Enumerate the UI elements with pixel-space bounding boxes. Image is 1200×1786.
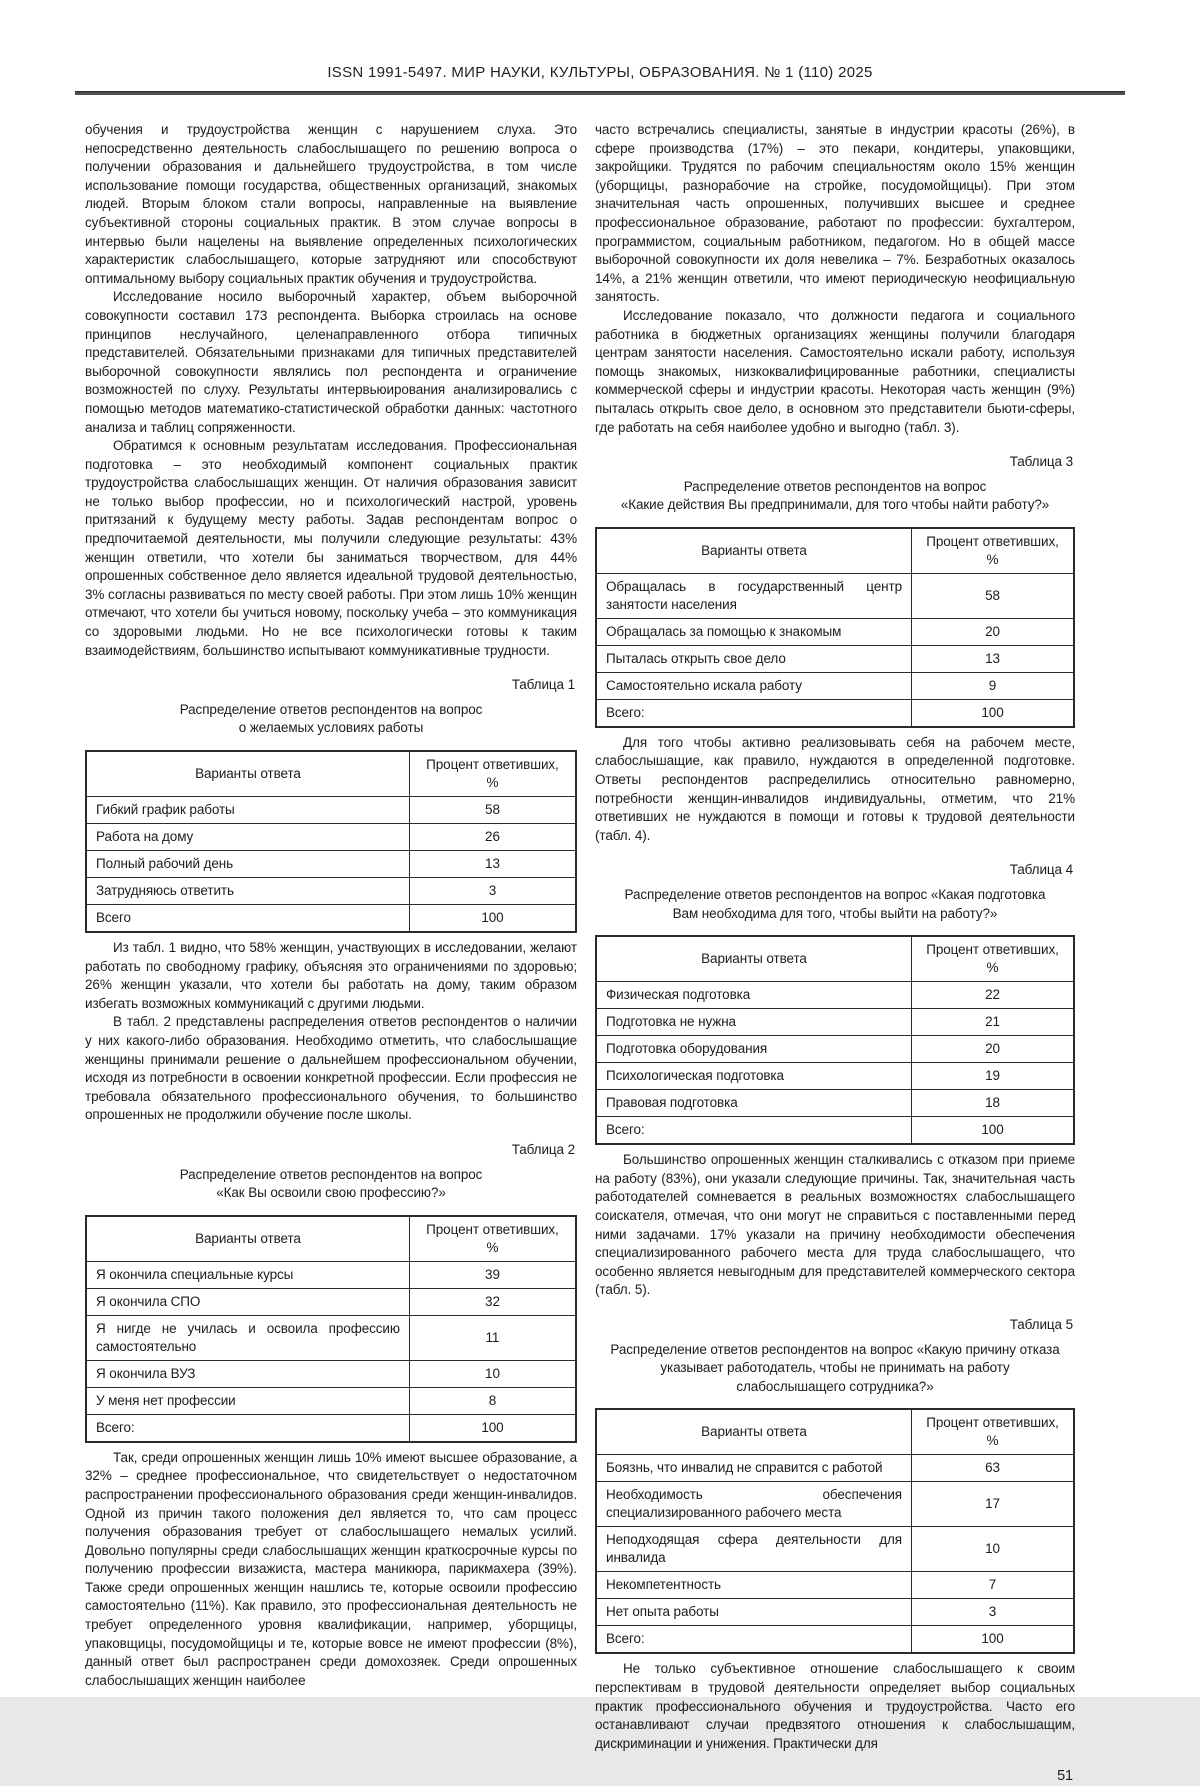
answer-option-cell: Пыталась открыть свое дело: [596, 645, 911, 672]
paragraph: Из табл. 1 видно, что 58% женщин, участвующих в исследовании, желают работать по свободному графику, объясняя это ограничениями по здоровью; 26% женщин указали, что хотели бы работать на дому, таким образом избегать возможных коммуникаций с другими людьми.: [85, 940, 577, 1011]
column-header-variants: Варианты ответа: [86, 751, 409, 797]
table-3-body: [596, 573, 1074, 727]
table-header-row: [86, 751, 576, 797]
answer-option-cell: Я нигде не училась и освоила профессию самостоятельно: [86, 1315, 409, 1360]
table-row: [596, 1599, 1074, 1626]
table-header-row: [596, 936, 1074, 982]
percent-cell: 3: [911, 1599, 1074, 1626]
percent-cell: 10: [911, 1527, 1074, 1572]
answer-option-cell: Всего:: [596, 699, 911, 727]
answer-option-cell: Самостоятельно искала работу: [596, 672, 911, 699]
table-row: [596, 982, 1074, 1009]
percent-cell: 21: [911, 1009, 1074, 1036]
answer-option-cell: Подготовка не нужна: [596, 1009, 911, 1036]
table-2-body: [86, 1261, 576, 1442]
answer-option-cell: Я окончила ВУЗ: [86, 1360, 409, 1387]
percent-cell: 100: [409, 1414, 576, 1442]
table-1-label: Таблица 1: [511, 677, 575, 693]
table-2: [85, 1215, 577, 1443]
page-number: 51: [1057, 1768, 1073, 1785]
paragraph: Для того чтобы активно реализовывать себя на рабочем месте, слабослышащие, как правило, нуждаются в определенной подготовке. Ответы респондентов распределились относительно равномерно, потребности женщин-инвалидов индивидуальны, отметим, что 21% ответивших не нуждаются в помощи и готовы к трудовой деятельности (табл. 4).: [595, 734, 1075, 843]
table-2-caption: Распределение ответов респондентов на вопрос «Как Вы освоили свою профессию?»: [179, 1166, 483, 1201]
answer-option-cell: Затрудняюсь ответить: [86, 878, 409, 905]
percent-cell: 100: [911, 1117, 1074, 1145]
table-3-caption: Распределение ответов респондентов на вопрос «Какие действия Вы предпринимали, для того чтобы найти работу?»: [620, 478, 1050, 513]
table-row: [596, 1036, 1074, 1063]
table-row: [86, 851, 576, 878]
table-row: [596, 1482, 1074, 1527]
table-5-label: Таблица 5: [1009, 1316, 1073, 1332]
percent-cell: 100: [409, 905, 576, 933]
answer-option-cell: Обращалась в государственный центр занятости населения: [596, 573, 911, 618]
table-row: [86, 878, 576, 905]
column-header-variants: Варианты ответа: [596, 528, 911, 574]
answer-option-cell: Физическая подготовка: [596, 982, 911, 1009]
answer-option-cell: У меня нет профессии: [86, 1387, 409, 1414]
paragraph: Большинство опрошенных женщин сталкивались с отказом при приеме на работу (83%), они указали следующие причины. Так, значительная часть работодателей сомневается в реальных возможностях слабослышащего соискателя, отмечая, что они могут не справиться с поставленными перед ними задачами. 17% указали на причину необходимости обеспечения специализированного рабочего места для труда слабослышащего, что особенно является невыгодным для представителей коммерческого сектора (табл. 5).: [595, 1152, 1075, 1298]
percent-cell: 13: [911, 645, 1074, 672]
table-header-row: [596, 528, 1074, 574]
table-header-row: [86, 1216, 576, 1262]
table-row: [596, 645, 1074, 672]
answer-option-cell: Я окончила СПО: [86, 1288, 409, 1315]
answer-option-cell: Всего:: [596, 1117, 911, 1145]
percent-cell: 20: [911, 618, 1074, 645]
answer-option-cell: Я окончила специальные курсы: [86, 1261, 409, 1288]
table-row: [596, 1063, 1074, 1090]
column-header-percent: Процент ответивших, %: [409, 751, 576, 797]
table-row: [86, 824, 576, 851]
table-2-label: Таблица 2: [511, 1141, 575, 1157]
column-header-variants: Варианты ответа: [596, 1409, 911, 1455]
table-row: [596, 1117, 1074, 1145]
table-3: [595, 527, 1075, 728]
table-4-caption: Распределение ответов респондентов на вопрос «Какая подготовка Вам необходима для того, чтобы выйти на работу?»: [624, 887, 1046, 921]
table-row: [86, 1261, 576, 1288]
answer-option-cell: Гибкий график работы: [86, 797, 409, 824]
percent-cell: 26: [409, 824, 576, 851]
answer-option-cell: Некомпетентность: [596, 1572, 911, 1599]
answer-option-cell: Необходимость обеспечения специализированного рабочего места: [596, 1482, 911, 1527]
left-column: [85, 121, 577, 1786]
answer-option-cell: Правовая подготовка: [596, 1090, 911, 1117]
table-row: [86, 797, 576, 824]
journal-running-head: ISSN 1991-5497. МИР НАУКИ, КУЛЬТУРЫ, ОБРАЗОВАНИЯ. № 1 (110) 2025: [327, 64, 873, 81]
percent-cell: 58: [911, 573, 1074, 618]
table-3-label: Таблица 3: [1009, 454, 1073, 470]
table-row: [596, 1090, 1074, 1117]
answer-option-cell: Боязнь, что инвалид не справится с работой: [596, 1455, 911, 1482]
percent-cell: 7: [911, 1572, 1074, 1599]
percent-cell: 22: [911, 982, 1074, 1009]
percent-cell: 32: [409, 1288, 576, 1315]
percent-cell: 100: [911, 1626, 1074, 1654]
table-2-block: [85, 1141, 577, 1443]
table-5-block: [595, 1316, 1075, 1654]
paragraph-continuation: часто встречались специалисты, занятые в индустрии красоты (26%), в сфере производства (17%) – это пекари, кондитеры, упаковщики, закройщики. Трудятся по рабочим специальностям около 15% женщин (уборщицы, разнорабочие на стройке, посудомойщицы). При этом значительная часть опрошенных, получивших высшее и среднее профессиональное образование, работают по профессии: бухгалтером, программистом, социальным работником, педагогом. Но в общей массе выборочной совокупности их доля невелика – 7%. Безработных оказалось 14%, а 21% женщин ответили, что имеют периодическую неофициальную занятость.: [595, 122, 1075, 305]
paragraph: Исследование носило выборочный характер, объем выборочной совокупности составил 173 респондента. Выборка строилась на основе принципов неслучайного, целенаправленного отбора типичных представителей. Обязательными признаками для типичных представителей выборочной совокупности являлись пол респондента и ограничение возможностей по слуху. Результаты интервьюирования анализировались с помощью методов математико-статистической обработки данных: частотного анализа и таблиц сопряженности.: [85, 289, 577, 435]
table-row: [596, 1626, 1074, 1654]
paragraph: Так, среди опрошенных женщин лишь 10% имеют высшее образование, а 32% – среднее профессиональное, что свидетельствует о недостаточном распространении профессионального образования среди женщин-инвалидов. Одной из причин такого положения дел является то, что сам процесс получения образования требует от слабослышащего немалых усилий. Довольно популярны среди слабослышащих женщин краткосрочные курсы по получению профессии визажиста, мастера маникюра, парикмахера (39%). Также среди опрошенных женщин нашлись те, которые освоили профессию самостоятельно (11%). Как правило, это профессиональная деятельность не требует определенного уровня квалификации, например, уборщицы, упаковщицы, посудомойщицы и те, которые вовсе не имеют профессии (8%), данный ответ был распространен среди домохозяек. Среди опрошенных слабослышащих женщин наиболее: [85, 1449, 577, 1688]
table-1-body: [86, 797, 576, 933]
percent-cell: 11: [409, 1315, 576, 1360]
percent-cell: 17: [911, 1482, 1074, 1527]
table-4-label: Таблица 4: [1009, 862, 1073, 878]
column-header-variants: Варианты ответа: [596, 936, 911, 982]
percent-cell: 58: [409, 797, 576, 824]
answer-option-cell: Нет опыта работы: [596, 1599, 911, 1626]
percent-cell: 39: [409, 1261, 576, 1288]
table-1: [85, 750, 577, 933]
table-3-block: [595, 453, 1075, 728]
percent-cell: 100: [911, 699, 1074, 727]
table-row: [596, 672, 1074, 699]
paragraph: Не только субъективное отношение слабослышащего к своим перспективам в трудовой деятельности определяет выбор социальных практик профессионального обучения и трудоустройства. Часто его останавливают случаи предвзятого отношения к слабослышащим, дискриминации и унижения. Практически для: [595, 1661, 1075, 1751]
table-row: [596, 1455, 1074, 1482]
table-row: [596, 1572, 1074, 1599]
answer-option-cell: Психологическая подготовка: [596, 1063, 911, 1090]
table-row: [86, 1315, 576, 1360]
table-row: [596, 573, 1074, 618]
header-rule: [75, 91, 1125, 95]
table-row: [596, 1527, 1074, 1572]
table-row: [596, 1009, 1074, 1036]
table-row: [596, 618, 1074, 645]
percent-cell: 3: [409, 878, 576, 905]
table-4: [595, 935, 1075, 1145]
percent-cell: 18: [911, 1090, 1074, 1117]
paragraph: Обратимся к основным результатам исследования. Профессиональная подготовка – это необходимый компонент социальных практик трудоустройства слабослышащих женщин. От наличия образования зависит не только выбор профессии, но и психологический настрой, уровень притязаний к будущему месту работы. Задав респондентам вопрос о предпочитаемой деятельности, мы получили следующие результаты: 43% женщин ответили, что хотели бы заниматься творчеством, для 44% опрошенных собственное дело является идеальной трудовой деятельностью, 3% согласны развиваться по месту своей работы. При этом лишь 10% женщин отмечают, что хотели бы учиться новому, поскольку учеба – это коммуникация со здоровыми людьми. Но не все психологически готовы к таким взаимодействиям, большинство испытывают коммуникативные трудности.: [85, 438, 577, 658]
paragraph-continuation: обучения и трудоустройства женщин с нарушением слуха. Это непосредственно деятельность слабослышащего по решению вопроса о получении образования и дальнейшего трудоустройства, в том числе использование помощи государства, общественных организаций, знакомых людей. Вторым блоком стали вопросы, направленные на выявление субъективной стороны социальных практик. В этом случае вопросы в интервью были нацелены на выявление определенных психологических характеристик слабослышащего, которые затрудняют или способствуют оптимальному выбору социальных практик обучения и трудоустройства.: [85, 122, 577, 286]
table-1-caption: Распределение ответов респондентов на вопрос о желаемых условиях работы: [179, 701, 483, 736]
table-row: [86, 1360, 576, 1387]
percent-cell: 10: [409, 1360, 576, 1387]
answer-option-cell: Работа на дому: [86, 824, 409, 851]
percent-cell: 8: [409, 1387, 576, 1414]
answer-option-cell: Всего:: [86, 1414, 409, 1442]
paragraph: В табл. 2 представлены распределения ответов респондентов о наличии у них какого-либо образования. Необходимо отметить, что слабослышащие женщины принимали решение о дальнейшем профессиональном обучении, исходя из потребности в освоении конкретной профессии. Если профессия не требовала обязательного профессионального обучения, то большинство опрошенных не продолжили обучение после школы.: [85, 1014, 577, 1123]
answer-option-cell: Неподходящая сфера деятельности для инвалида: [596, 1527, 911, 1572]
column-header-variants: Варианты ответа: [86, 1216, 409, 1262]
answer-option-cell: Подготовка оборудования: [596, 1036, 911, 1063]
answer-option-cell: Обращалась за помощью к знакомым: [596, 618, 911, 645]
two-column-layout: [85, 121, 1200, 1786]
column-header-percent: Процент ответивших, %: [911, 528, 1074, 574]
column-header-percent: Процент ответивших, %: [409, 1216, 576, 1262]
table-row: [86, 905, 576, 933]
table-row: [596, 699, 1074, 727]
table-1-block: [85, 676, 577, 933]
right-column: [595, 121, 1075, 1786]
answer-option-cell: Всего:: [596, 1626, 911, 1654]
column-header-percent: Процент ответивших, %: [911, 1409, 1074, 1455]
percent-cell: 13: [409, 851, 576, 878]
table-4-body: [596, 982, 1074, 1145]
answer-option-cell: Всего: [86, 905, 409, 933]
percent-cell: 19: [911, 1063, 1074, 1090]
column-header-percent: Процент ответивших, %: [911, 936, 1074, 982]
percent-cell: 20: [911, 1036, 1074, 1063]
table-row: [86, 1387, 576, 1414]
table-row: [86, 1288, 576, 1315]
table-4-block: [595, 861, 1075, 1145]
paragraph: Исследование показало, что должности педагога и социального работника в бюджетных организациях женщины получили благодаря центрам занятости населения. Самостоятельно искали работу, используя помощь знакомых, низкоквалифицированные работники, специалисты коммерческой сферы и индустрии красоты. Некоторая часть женщин (9%) пыталась открыть свое дело, в основном это представители бьюти-сферы, где работать на себя наиболее удобно и выгодно (табл. 3).: [595, 307, 1075, 435]
table-header-row: [596, 1409, 1074, 1455]
table-5-body: [596, 1455, 1074, 1654]
table-5: [595, 1408, 1075, 1654]
percent-cell: 9: [911, 672, 1074, 699]
table-row: [86, 1414, 576, 1442]
percent-cell: 63: [911, 1455, 1074, 1482]
table-5-caption: Распределение ответов респондентов на вопрос «Какую причину отказа указывает работодатель, чтобы не принимать на работу слабослышащего сотрудника?»: [610, 1341, 1060, 1394]
answer-option-cell: Полный рабочий день: [86, 851, 409, 878]
